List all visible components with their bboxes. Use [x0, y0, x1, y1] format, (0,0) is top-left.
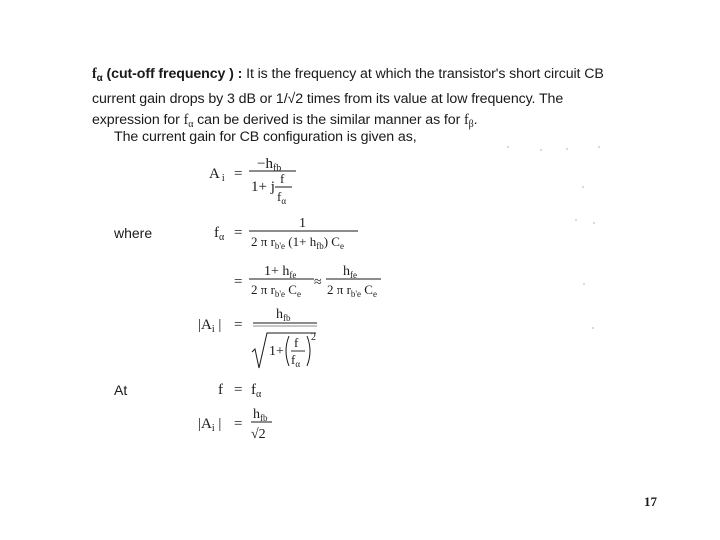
- equation-f-alpha-expanded: [234, 264, 381, 299]
- eq1-numerator: $-h_{fb}$: [257, 156, 282, 174]
- f-alpha-symbol: $f_\alpha$: [183, 112, 194, 130]
- f-beta-symbol: $f_\beta$: [464, 112, 474, 130]
- equation-current-gain: [209, 156, 296, 206]
- where-label: where: [114, 225, 153, 241]
- eq6-lhs: $|A_i$ |: [198, 416, 222, 434]
- definition-heading: $f_\alpha$ (cut-off frequency ) :: [92, 66, 243, 84]
- eq4-right-paren: [307, 336, 310, 366]
- eq4-rel: =: [234, 317, 243, 333]
- eq1-lhs: A $_i$: [209, 166, 225, 184]
- intro-line: The current gain for CB configuration is given as,: [114, 129, 417, 145]
- eq1-rel: =: [234, 166, 243, 182]
- eq3-denominator-2: 2 π $r_{b'e}$ $C_e$: [327, 282, 377, 299]
- eq2-rel: =: [234, 225, 243, 241]
- eq6-denominator: √2: [251, 427, 266, 442]
- eq4-den-lead: 1+: [269, 344, 284, 359]
- eq4-power: 2: [311, 332, 316, 343]
- page-number: 17: [644, 494, 657, 509]
- eq1-f-top: f: [280, 171, 285, 186]
- eq6-numerator: $h_{fb}$: [253, 407, 268, 423]
- equation-f-alpha: [214, 216, 358, 251]
- equation-at-cutoff: [218, 382, 262, 400]
- eq3-numerator-1: $1+ h_{fe}$: [264, 264, 297, 280]
- eq2-numerator: 1: [299, 216, 306, 231]
- eq3-approx: ≈: [314, 275, 322, 290]
- eq5-rhs: $f_\alpha$: [251, 382, 262, 400]
- equation-gain-magnitude: [198, 307, 317, 369]
- cutoff-frequency-paragraph: $f_\alpha$ (cut-off frequency ) : It is the frequency at which the transistor's short circuit CB current gain drops by 3 dB or 1/√2 times from its value at low frequency. The expression for $f_\alpha$ can be derived is the similar manner as for $f_\beta$.: [92, 66, 604, 130]
- eq6-rel: =: [234, 416, 243, 432]
- equation-gain-at-cutoff: [198, 407, 272, 442]
- definition-text-2: can be derived is the similar manner as for: [193, 112, 465, 128]
- eq4-lhs: $|A_i$ |: [198, 317, 222, 335]
- eq4-f-bottom: $f_\alpha$: [291, 352, 301, 369]
- eq2-denominator: 2 π $r_{b'e}$ $(1+ h_{fb})$ $C_e$: [251, 234, 344, 251]
- eq2-lhs: $f_\alpha$: [214, 225, 225, 243]
- eq5-rel: =: [234, 382, 243, 398]
- eq1-f-bottom: $f_\alpha$: [277, 189, 287, 206]
- at-label: At: [114, 382, 128, 398]
- eq1-denominator: 1+ j: [251, 179, 275, 195]
- definition-text-1: It is the frequency at which the transistor's short circuit CB current gain drops by 3 dB or 1/√2 times from its value at low frequency. The expression for: [92, 66, 604, 128]
- eq3-rel: =: [234, 274, 243, 290]
- eq4-numerator: $h_{fb}$: [276, 307, 291, 323]
- eq3-numerator-2: $h_{fe}$: [343, 264, 357, 280]
- eq5-lhs: f: [218, 382, 223, 398]
- eq4-left-paren: [286, 336, 289, 366]
- eq3-denominator-1: 2 π $r_{b'e}$ $C_e$: [251, 282, 301, 299]
- eq4-sqrt-symbol: [252, 333, 316, 368]
- eq4-f-top: f: [294, 335, 299, 350]
